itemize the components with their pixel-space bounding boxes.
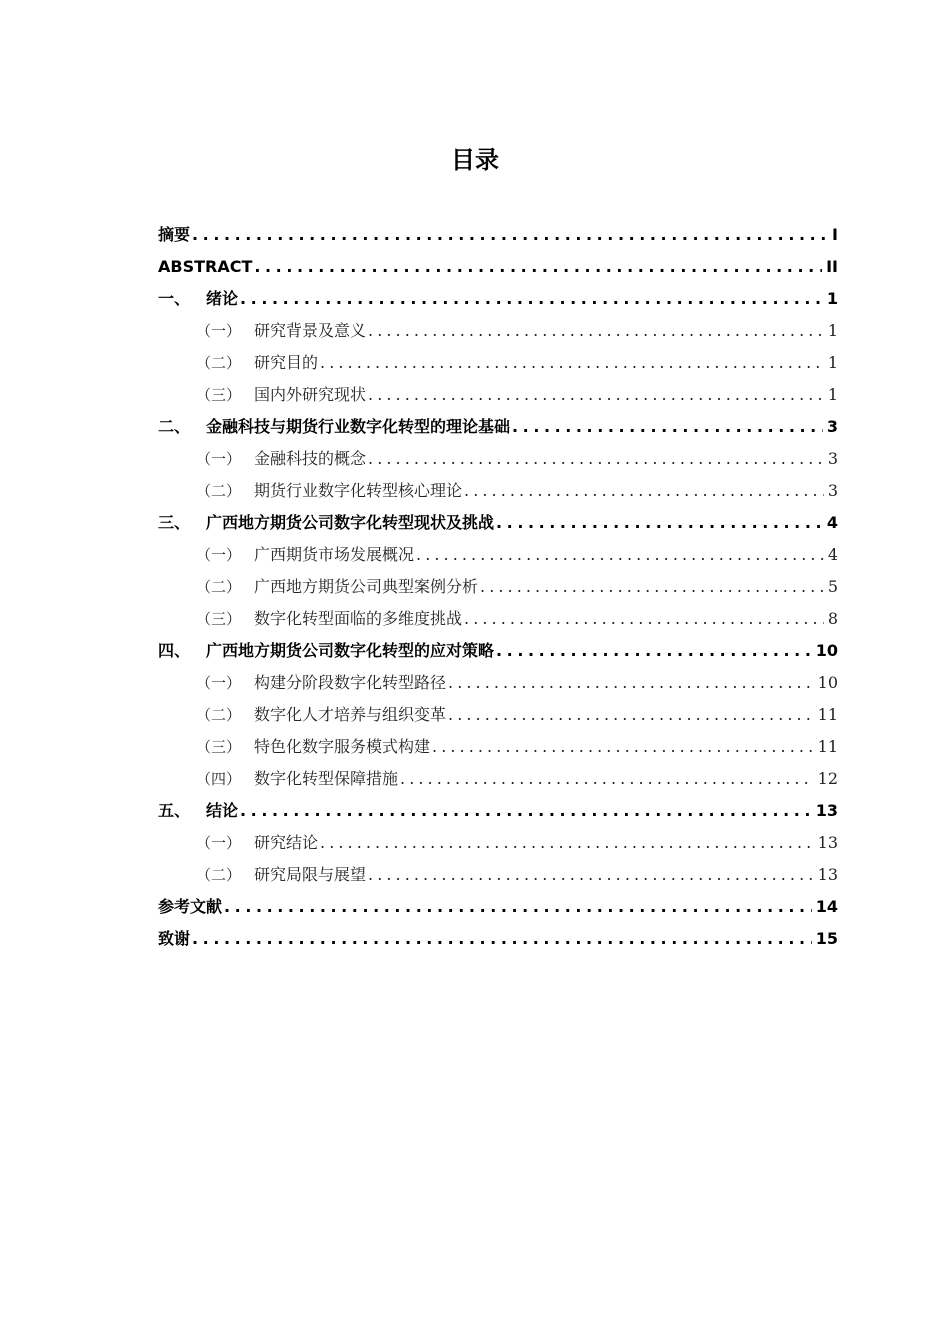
toc-dot-leader — [448, 699, 814, 731]
toc-dot-leader — [320, 827, 814, 859]
toc-dot-leader — [512, 411, 823, 443]
toc-entry-number: （一） — [196, 674, 242, 692]
toc-entry-page-number: 1 — [826, 289, 838, 308]
toc-dot-leader — [254, 251, 822, 283]
toc-dot-leader — [192, 219, 828, 251]
toc-dot-leader — [368, 443, 824, 475]
toc-entry-page-number: 10 — [815, 641, 838, 660]
toc-dot-leader — [496, 635, 812, 667]
toc-entry-page-number: 11 — [817, 705, 838, 724]
toc-entry-number: （三） — [196, 738, 242, 756]
toc-entry-page-number: 1 — [827, 321, 838, 340]
toc-chapter-entry[interactable] — [158, 923, 838, 955]
toc-entry-number: 四、 — [158, 641, 191, 660]
toc-dot-leader — [400, 763, 814, 795]
toc-entry-title: 数字化转型保障措施 — [254, 769, 399, 788]
toc-entry-title: ABSTRACT — [158, 257, 253, 276]
toc-section-entry[interactable] — [158, 539, 838, 571]
toc-dot-leader — [368, 379, 824, 411]
toc-entry-title: 数字化人才培养与组织变革 — [254, 705, 447, 724]
toc-dot-leader — [368, 315, 824, 347]
toc-entry-title: 摘要 — [158, 225, 191, 244]
toc-section-entry[interactable] — [158, 347, 838, 379]
toc-entry-title: 研究结论 — [254, 833, 319, 852]
toc-entry-title: 特色化数字服务模式构建 — [254, 737, 431, 756]
toc-chapter-entry[interactable] — [158, 507, 838, 539]
toc-section-entry[interactable] — [158, 859, 838, 891]
toc-entry-title: 研究局限与展望 — [254, 865, 367, 884]
toc-entry-page-number: 13 — [817, 833, 838, 852]
toc-entry-page-number: 14 — [815, 897, 838, 916]
toc-entry-title: 期货行业数字化转型核心理论 — [254, 481, 463, 500]
toc-entry-number: 二、 — [158, 417, 191, 436]
toc-dot-leader — [432, 731, 814, 763]
toc-entry-page-number: 1 — [827, 385, 838, 404]
toc-dot-leader — [448, 667, 814, 699]
toc-entry-page-number: 8 — [827, 609, 838, 628]
toc-entry-title: 广西期货市场发展概况 — [254, 545, 415, 564]
toc-entry-title: 广西地方期货公司数字化转型的应对策略 — [206, 641, 495, 660]
toc-entry-number: （二） — [196, 354, 242, 372]
toc-entry-number: （一） — [196, 546, 242, 564]
toc-chapter-entry[interactable] — [158, 795, 838, 827]
toc-chapter-entry[interactable] — [158, 219, 838, 251]
toc-chapter-entry[interactable] — [158, 283, 838, 315]
toc-entry-title: 绪论 — [206, 289, 239, 308]
toc-entry-number: 五、 — [158, 801, 191, 820]
toc-chapter-entry[interactable] — [158, 251, 838, 283]
toc-dot-leader — [224, 891, 812, 923]
toc-section-entry[interactable] — [158, 443, 838, 475]
toc-dot-leader — [368, 859, 814, 891]
toc-dot-leader — [464, 475, 824, 507]
toc-entry-title: 构建分阶段数字化转型路径 — [254, 673, 447, 692]
toc-chapter-entry[interactable] — [158, 411, 838, 443]
toc-dot-leader — [240, 283, 823, 315]
toc-entry-page-number: 10 — [817, 673, 838, 692]
toc-entry-title: 广西地方期货公司典型案例分析 — [254, 577, 479, 596]
toc-section-entry[interactable] — [158, 731, 838, 763]
toc-entry-title: 广西地方期货公司数字化转型现状及挑战 — [206, 513, 495, 532]
toc-section-entry[interactable] — [158, 827, 838, 859]
toc-entry-number: （三） — [196, 386, 242, 404]
toc-dot-leader — [320, 347, 824, 379]
toc-dot-leader — [496, 507, 823, 539]
toc-entry-title: 数字化转型面临的多维度挑战 — [254, 609, 463, 628]
toc-entry-title: 研究背景及意义 — [254, 321, 367, 340]
toc-entry-page-number: 11 — [817, 737, 838, 756]
toc-section-entry[interactable] — [158, 667, 838, 699]
toc-entry-number: 三、 — [158, 513, 191, 532]
toc-entry-page-number: 3 — [827, 481, 838, 500]
toc-entry-title: 致谢 — [158, 929, 191, 948]
toc-section-entry[interactable] — [158, 379, 838, 411]
toc-entry-number: （一） — [196, 450, 242, 468]
toc-entry-title: 参考文献 — [158, 897, 223, 916]
toc-section-entry[interactable] — [158, 763, 838, 795]
toc-section-entry[interactable] — [158, 571, 838, 603]
toc-entry-page-number: 5 — [827, 577, 838, 596]
toc-entry-number: （一） — [196, 322, 242, 340]
toc-dot-leader — [416, 539, 824, 571]
toc-entry-page-number: 4 — [826, 513, 838, 532]
toc-section-entry[interactable] — [158, 475, 838, 507]
toc-section-entry[interactable] — [158, 699, 838, 731]
toc-entry-number: （二） — [196, 706, 242, 724]
toc-entry-page-number: 3 — [827, 449, 838, 468]
toc-entry-number: （二） — [196, 578, 242, 596]
toc-entry-number: （三） — [196, 610, 242, 628]
toc-entry-title: 结论 — [206, 801, 239, 820]
toc-entry-page-number: 13 — [817, 865, 838, 884]
table-of-contents — [158, 219, 838, 955]
toc-entry-number: （四） — [196, 770, 242, 788]
toc-chapter-entry[interactable] — [158, 635, 838, 667]
toc-dot-leader — [192, 923, 812, 955]
toc-entry-page-number: 4 — [827, 545, 838, 564]
toc-entry-page-number: 1 — [827, 353, 838, 372]
toc-chapter-entry[interactable] — [158, 891, 838, 923]
toc-section-entry[interactable] — [158, 603, 838, 635]
toc-entry-page-number: 15 — [815, 929, 838, 948]
toc-entry-number: （一） — [196, 834, 242, 852]
toc-entry-number: 一、 — [158, 289, 191, 308]
toc-entry-number: （二） — [196, 866, 242, 884]
toc-entry-title: 国内外研究现状 — [254, 385, 367, 404]
toc-entry-page-number: I — [832, 225, 838, 244]
toc-dot-leader — [480, 571, 824, 603]
toc-entry-page-number: 3 — [826, 417, 838, 436]
toc-entry-title: 研究目的 — [254, 353, 319, 372]
toc-entry-page-number: 12 — [817, 769, 838, 788]
toc-section-entry[interactable] — [158, 315, 838, 347]
toc-dot-leader — [464, 603, 824, 635]
toc-entry-title: 金融科技的概念 — [254, 449, 367, 468]
toc-entry-page-number: 13 — [815, 801, 838, 820]
page-title: 目录 — [451, 146, 499, 174]
toc-entry-page-number: II — [826, 257, 838, 276]
toc-entry-number: （二） — [196, 482, 242, 500]
toc-dot-leader — [240, 795, 812, 827]
toc-entry-title: 金融科技与期货行业数字化转型的理论基础 — [206, 417, 511, 436]
